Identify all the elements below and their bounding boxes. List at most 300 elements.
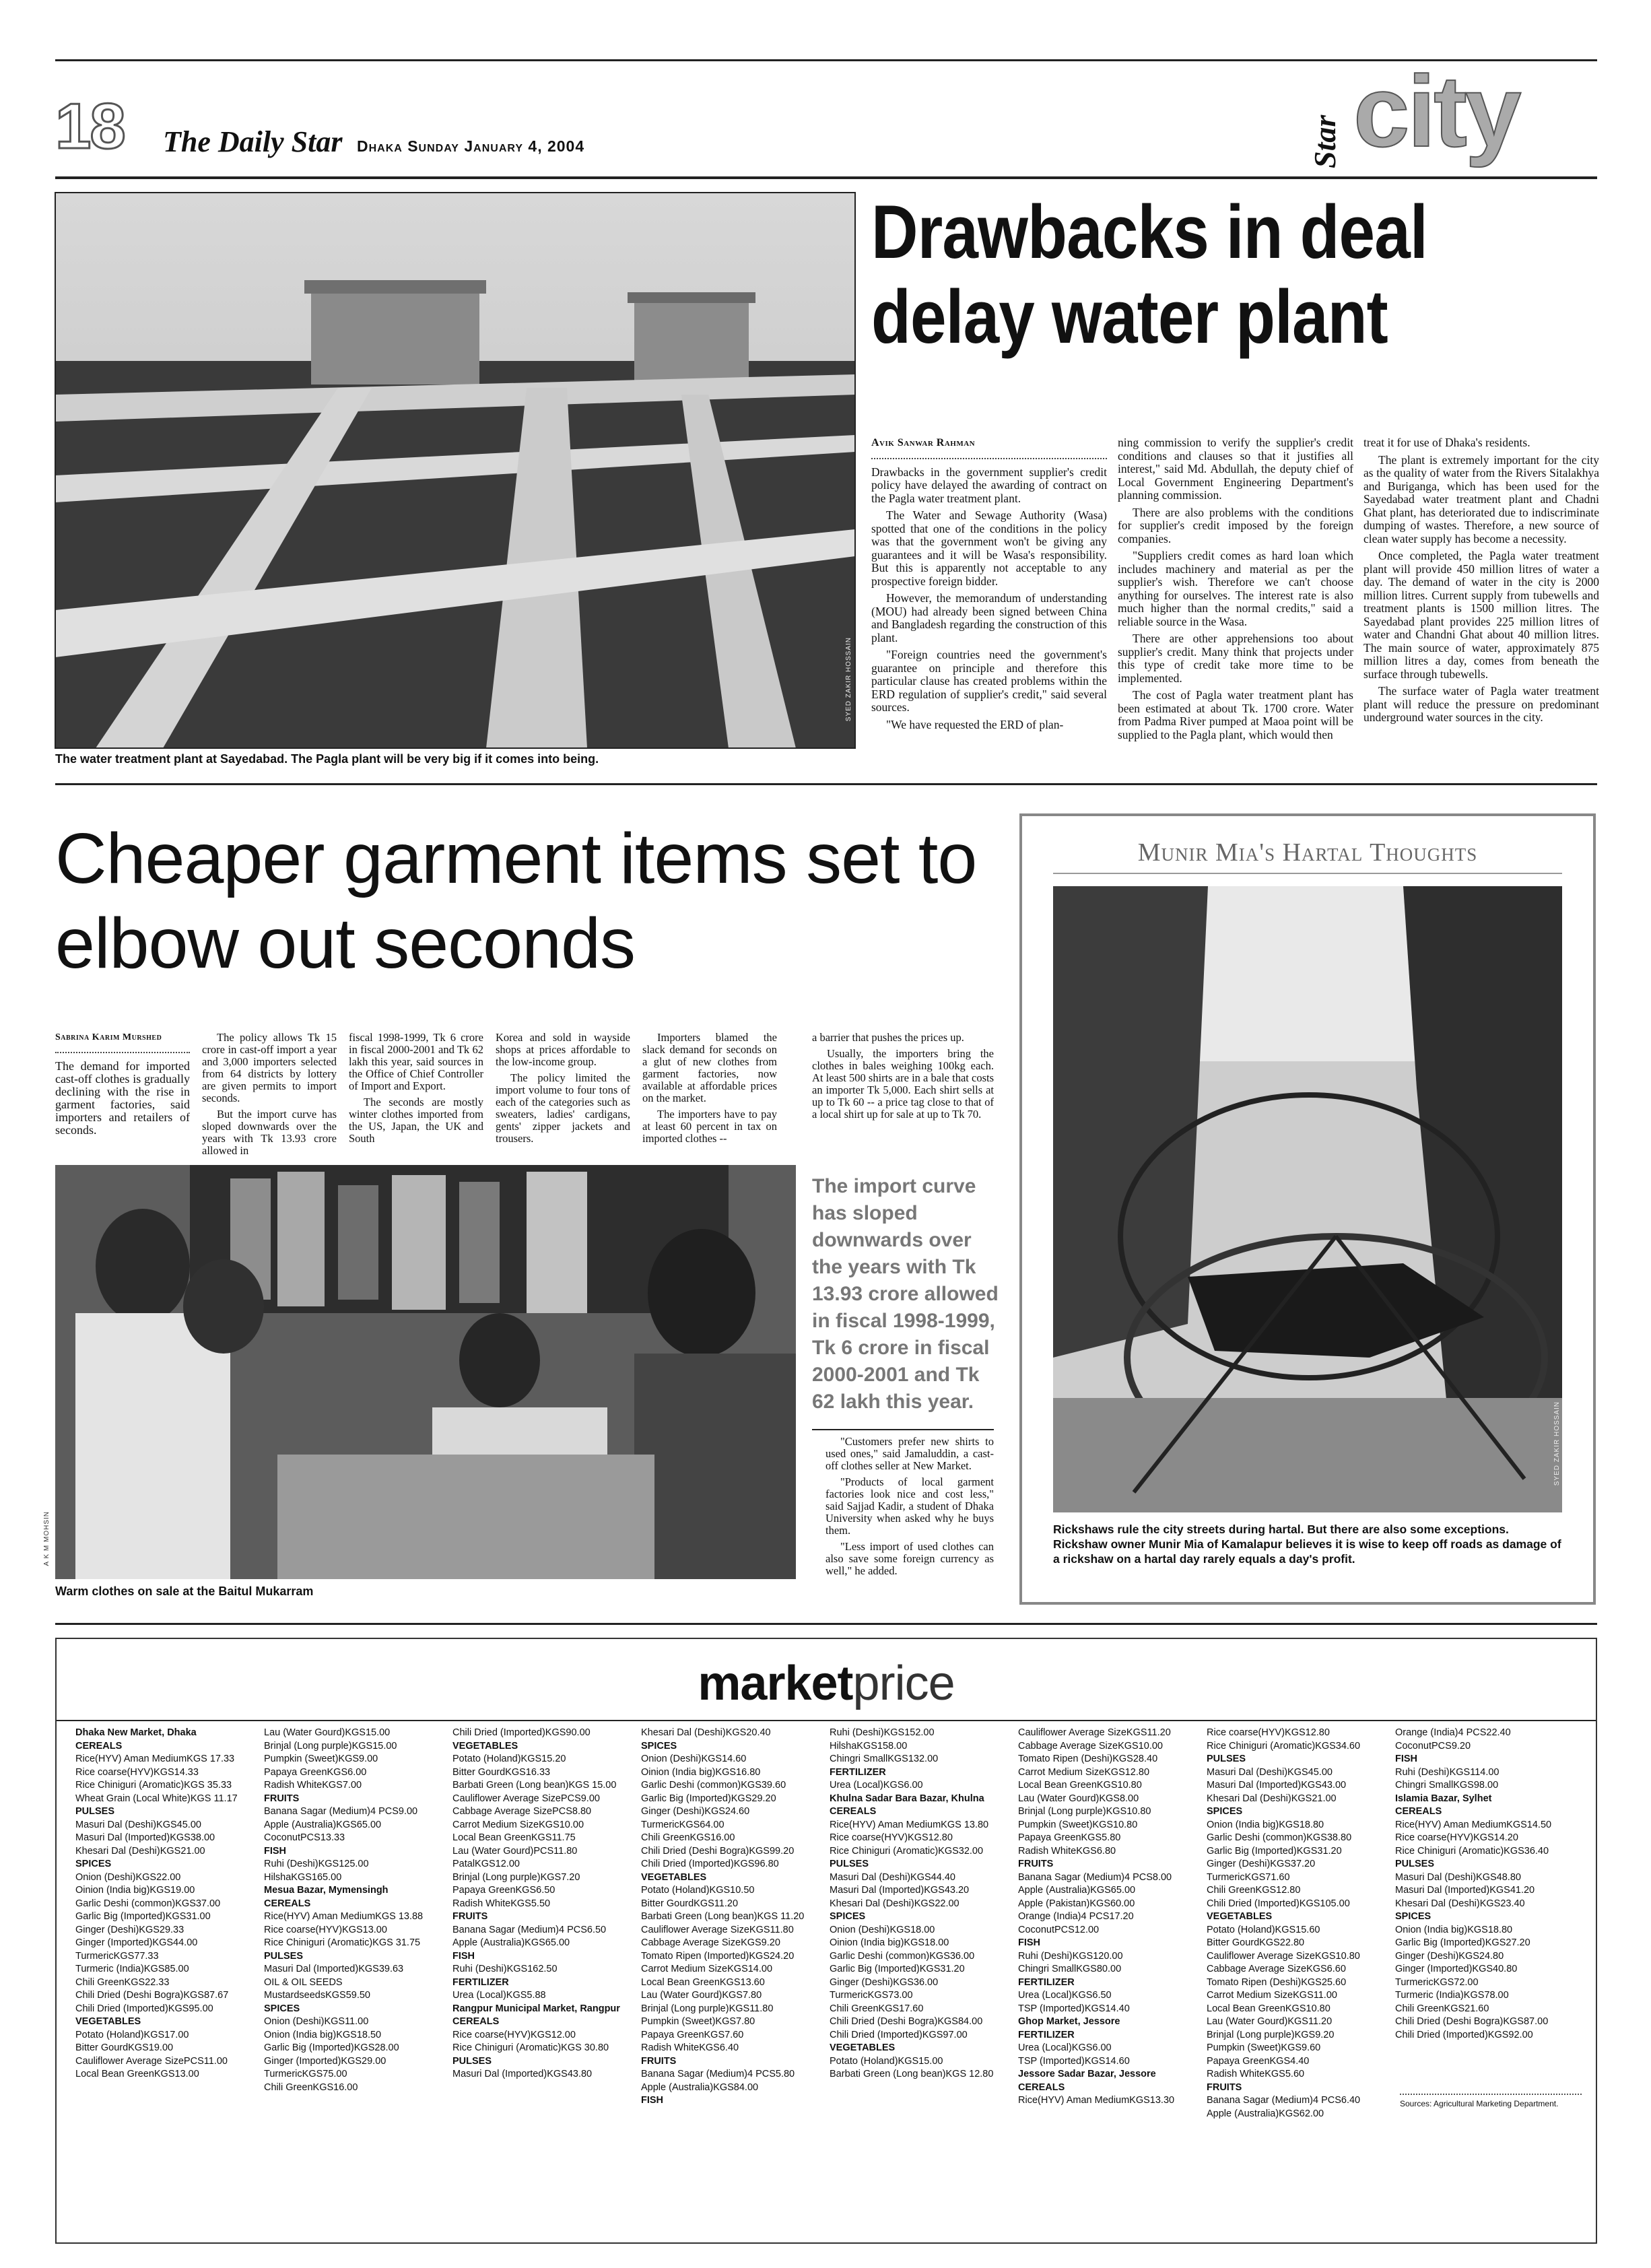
star-logo: Star: [1308, 114, 1342, 168]
market-heading: PULSES: [1207, 1754, 1246, 1764]
market-heading: PULSES: [452, 2055, 492, 2067]
water-plant-image: [55, 193, 855, 748]
paragraph: Korea and sold in wayside shops at prices affordable to the low-income group.: [496, 1031, 630, 1068]
market-price-row: Oinion (India big)KGS16.80: [641, 1766, 761, 1778]
market-price-row: Bitter GourdKGS11.20: [641, 1898, 739, 1909]
story2-col4: [496, 1032, 630, 1149]
market-heading: PULSES: [1395, 1859, 1435, 1869]
market-price-row: Khesari Dal (Deshi)KGS22.00: [830, 1898, 959, 1909]
market-price-row: TSP (Imported)KGS14.40: [1018, 2003, 1130, 2014]
market-price-row: Apple (Australia)KGS65.00: [1018, 1885, 1136, 1896]
market-heading: Dhaka New Market, Dhaka: [75, 1727, 197, 1738]
market-price-row: Carrot Medium SizeKGS12.80: [1018, 1766, 1150, 1778]
market-price-row: Apple (Australia)KGS84.00: [641, 2081, 759, 2093]
market-price-row: Cauliflower Average SizePCS11.00: [75, 2055, 228, 2067]
market-price-row: Onion (Deshi)KGS11.00: [264, 2016, 369, 2027]
market-price-row: Masuri Dal (Deshi)KGS45.00: [1207, 1766, 1333, 1778]
market-price-row: Oinion (India big)KGS18.00: [830, 1937, 949, 1948]
market-heading: SPICES: [830, 1911, 866, 1922]
market-price-row: Lau (Water Gourd)KGS7.80: [641, 1990, 762, 2001]
market-price-row: Garlic Big (Imported)KGS31.20: [1207, 1845, 1342, 1857]
section-title: city: [1353, 55, 1520, 168]
intro-paragraph: The demand for imported cast-off clothes is gradually declining with the rise in garment factories, said importers and retailers of seconds.: [55, 1059, 190, 1137]
market-price-row: Radish WhiteKGS6.40: [641, 2042, 739, 2053]
market-heading: SPICES: [1395, 1911, 1431, 1922]
paragraph: The Water and Sewage Authority (Wasa) spotted that one of the conditions in the policy was that the government won't be giving any guarantees and it will be Wasa's responsibility. But this is apparently not acceptable to any prospective foreign bidder.: [871, 508, 1107, 588]
paragraph: Importers blamed the slack demand for seconds on a glut of new clothes from garment factories, now available at affordable prices on the market.: [642, 1031, 777, 1104]
market-price-row: Cabbage Average SizeKGS10.00: [1018, 1740, 1163, 1752]
market-price-row: Garlic Big (Imported)KGS31.20: [830, 1964, 965, 1974]
market-heading: PULSES: [75, 1806, 115, 1817]
market-column: [641, 1727, 817, 2108]
market-price-row: Chili GreenKGS16.00: [641, 1832, 735, 1843]
market-price-row: CoconutPCS12.00: [1018, 1924, 1100, 1935]
paragraph: The cost of Pagla water treatment plant has been estimated at about Tk. 1700 crore. Water from Padma River pumped at Maoa point will be supplied to the Pagla plant, which would then: [1118, 688, 1353, 741]
market-price-row: Local Bean GreenKGS11.75: [452, 1832, 576, 1843]
market-price-row: Ginger (Imported)KGS44.00: [75, 1937, 198, 1948]
market-title-light: price: [852, 1657, 955, 1710]
market-top-rule: [55, 1623, 1597, 1625]
market-price-row: Apple (Pakistan)KGS60.00: [1018, 1898, 1135, 1909]
market-price-row: Carrot Medium SizeKGS14.00: [641, 1964, 773, 1974]
paragraph: However, the memorandum of understanding (MOU) had already been signed between China and Bangladesh regarding the construction of this plant.: [871, 591, 1107, 644]
market-price-row: Lau (Water Gourd)KGS8.00: [1018, 1793, 1139, 1804]
market-price-row: Cauliflower Average SizeKGS10.80: [1207, 1950, 1360, 1962]
market-price-row: Radish WhiteKGS7.00: [264, 1780, 362, 1791]
market-price-row: Rice Chiniguri (Aromatic)KGS 35.33: [75, 1780, 232, 1791]
market-price-row: Urea (Local)KGS6.00: [830, 1780, 923, 1791]
market-price-row: Onion (India big)KGS18.80: [1207, 1819, 1324, 1830]
paragraph: There are other apprehensions too about supplier's credit. Many think that projects under this type of credit take more time to be implemented.: [1118, 632, 1353, 685]
market-heading: CEREALS: [1395, 1806, 1442, 1817]
market-heading: Khulna Sadar Bara Bazar, Khulna: [830, 1793, 984, 1804]
market-price-row: Chili GreenKGS17.60: [830, 2003, 924, 2014]
dateline: Dhaka Sunday January 4, 2004: [357, 137, 585, 155]
market-price-row: Onion (Deshi)KGS14.60: [641, 1754, 747, 1764]
market-price-row: Ginger (Imported)KGS29.00: [264, 2055, 386, 2067]
market-price-row: Masuri Dal (Imported)KGS43.00: [1207, 1780, 1347, 1791]
market-price-row: Chingri SmallKGS98.00: [1395, 1780, 1499, 1791]
paragraph: The seconds are mostly winter clothes imported from the US, Japan, the UK and South: [349, 1096, 483, 1145]
market-price-row: Barbati Green (Long bean)KGS 11.20: [641, 1911, 805, 1922]
market-price-row: Garlic Deshi (common)KGS36.00: [830, 1950, 975, 1962]
story2-col2: [202, 1032, 337, 1161]
market-price-row: Rice Chiniguri (Aromatic)KGS32.00: [830, 1845, 984, 1857]
market-price-row: Pumpkin (Sweet)KGS9.60: [1207, 2042, 1321, 2053]
market-price-row: Turmeric (India)KGS85.00: [75, 1964, 189, 1974]
market-heading: VEGETABLES: [75, 2016, 141, 2027]
market-heading: FISH: [452, 1950, 475, 1962]
market-price-row: Cauliflower Average SizeKGS11.80: [641, 1924, 794, 1935]
story2-col1: [55, 1032, 190, 1141]
market-price-row: TurmericKGS73.00: [830, 1990, 913, 2001]
market-price-row: Chili Dried (Deshi Bogra)KGS87.00: [1395, 2016, 1549, 2027]
story1-col3: [1363, 436, 1599, 729]
garment-photo-credit: A K M MOHSIN: [43, 1510, 50, 1566]
market-price-row: Ruhi (Deshi)KGS125.00: [264, 1859, 369, 1869]
market-heading: FRUITS: [1018, 1859, 1054, 1869]
market-price-row: Pumpkin (Sweet)KGS10.80: [1018, 1819, 1138, 1830]
paper-name: The Daily Star: [163, 125, 343, 158]
market-price-row: Ginger (Deshi)KGS37.20: [1207, 1859, 1316, 1869]
market-price-row: Rice Chiniguri (Aromatic)KGS 31.75: [264, 1937, 421, 1948]
market-price-row: Garlic Big (Imported)KGS29.20: [641, 1793, 776, 1804]
market-price-row: Chili GreenKGS21.60: [1395, 2003, 1489, 2014]
paragraph: "Products of local garment factories look nice and cost less," said Sajjad Kadir, a student of Dhaka University when asked why he buys them.: [826, 1475, 994, 1537]
market-price-row: Barbati Green (Long bean)KGS 15.00: [452, 1780, 617, 1791]
garment-caption: Warm clothes on sale at the Baitul Mukarram: [55, 1585, 314, 1598]
market-column: [1018, 1727, 1194, 2108]
market-price-row: TSP (Imported)KGS14.60: [1018, 2055, 1130, 2067]
story2-headline: Cheaper garment items set to elbow out seconds: [55, 819, 977, 983]
market-heading: CEREALS: [830, 1806, 877, 1817]
market-column: [452, 1727, 629, 2081]
pull-quote-rule: [812, 1429, 994, 1430]
market-price-row: Rice(HYV) Aman MediumKGS 13.88: [264, 1911, 424, 1922]
market-price-row: Tomato Ripen (Imported)KGS24.20: [641, 1950, 795, 1962]
market-heading: FISH: [1018, 1937, 1041, 1948]
market-heading: PULSES: [264, 1950, 304, 1962]
paragraph: The policy limited the import volume to four tons of each of the categories such as sweaters, ladies' cardigans, gents' zipper jackets and trousers.: [496, 1071, 630, 1145]
paragraph: a barrier that pushes the prices up.: [812, 1031, 964, 1044]
market-price-row: Ginger (Deshi)KGS36.00: [830, 1976, 939, 1988]
paragraph: "Less import of used clothes can also save some foreign currency as well," he added.: [826, 1540, 994, 1577]
market-price-row: Lau (Water Gourd)PCS11.80: [452, 1845, 578, 1857]
market-price-row: Apple (Australia)KGS62.00: [1207, 2108, 1324, 2119]
market-price-row: Rice(HYV) Aman MediumKGS 13.80: [830, 1819, 989, 1830]
market-price-row: HilshaKGS158.00: [830, 1740, 908, 1752]
market-heading: PULSES: [830, 1859, 869, 1869]
market-price-row: Masuri Dal (Imported)KGS38.00: [75, 1832, 215, 1843]
market-price-row: Chili Dried (Deshi Bogra)KGS99.20: [641, 1845, 795, 1857]
paragraph: The importers have to pay at least 60 percent in tax on imported clothes --: [642, 1108, 777, 1145]
market-price-row: Garlic Deshi (common)KGS37.00: [75, 1898, 221, 1909]
masthead-rule: [55, 176, 1597, 179]
market-price-row: Onion (Deshi)KGS22.00: [75, 1871, 181, 1883]
market-price-columns: [75, 1727, 1584, 2238]
market-heading: FERTILIZER: [1018, 1976, 1075, 1988]
story1-col2: [1118, 436, 1353, 745]
market-column: [1207, 1727, 1383, 2121]
market-price-row: Brinjal (Long purple)KGS7.20: [452, 1871, 580, 1883]
sidebar-rule: [1053, 873, 1562, 874]
market-price-row: Urea (Local)KGS5.88: [452, 1990, 546, 2001]
market-heading: FERTILIZER: [830, 1766, 886, 1778]
market-price-row: Radish WhiteKGS5.50: [452, 1898, 551, 1909]
market-price-row: Local Bean GreenKGS13.00: [75, 2069, 199, 2079]
market-price-row: Papaya GreenKGS6.50: [452, 1885, 555, 1896]
market-heading: Mesua Bazar, Mymensingh: [264, 1885, 389, 1896]
market-price-row: Papaya GreenKGS5.80: [1018, 1832, 1121, 1843]
market-price-row: Lau (Water Gourd)KGS11.20: [1207, 2016, 1333, 2027]
market-price-row: Ginger (Imported)KGS40.80: [1395, 1964, 1518, 1974]
paragraph: The policy allows Tk 15 crore in cast-off import a year and 3,000 importers selected from 64 districts by lottery are given permits to import seconds.: [202, 1031, 337, 1104]
market-column: [1395, 1727, 1572, 2042]
market-heading: VEGETABLES: [452, 1740, 518, 1752]
market-price-row: Papaya GreenKGS4.40: [1207, 2055, 1310, 2067]
market-price-row: Garlic Deshi (common)KGS39.60: [641, 1780, 786, 1791]
paragraph: ning commission to verify the supplier's credit conditions and clauses so that it justifies all interest," said Md. Abdullah, the deputy chief of Local Government Engineering Department's planning commission.: [1118, 436, 1353, 502]
water-plant-caption: The water treatment plant at Sayedabad. The Pagla plant will be very big if it comes into being.: [55, 752, 599, 766]
market-price-row: Chili Dried (Imported)KGS92.00: [1395, 2029, 1533, 2040]
sidebar-title: Munir Mia's Hartal Thoughts: [1137, 838, 1478, 867]
market-price-row: Khesari Dal (Deshi)KGS20.40: [641, 1727, 771, 1738]
market-price-row: Rice coarse(HYV)KGS13.00: [264, 1924, 387, 1935]
market-price-row: Ruhi (Deshi)KGS114.00: [1395, 1766, 1500, 1778]
market-price-row: Apple (Australia)KGS65.00: [264, 1819, 382, 1830]
market-price-row: Banana Sagar (Medium)4 PCS8.00: [1018, 1871, 1172, 1883]
market-source: Sources: Agricultural Marketing Department.: [1400, 2094, 1582, 2108]
market-price-row: Rice Chiniguri (Aromatic)KGS36.40: [1395, 1845, 1549, 1857]
market-price-row: Rice(HYV) Aman MediumKGS14.50: [1395, 1819, 1552, 1830]
market-price-row: TurmericKGS64.00: [641, 1819, 725, 1830]
market-price-row: CoconutPCS9.20: [1395, 1740, 1471, 1752]
story1-byline: Avik Sanwar Rahman: [871, 437, 976, 448]
market-price-row: Garlic Big (Imported)KGS31.00: [75, 1911, 211, 1922]
market-price-row: Rice coarse(HYV)KGS12.80: [830, 1832, 953, 1843]
market-heading: SPICES: [264, 2003, 300, 2014]
market-column: [830, 1727, 1006, 2081]
market-price-row: Radish WhiteKGS6.80: [1018, 1845, 1116, 1857]
market-heading: FERTILIZER: [452, 1976, 509, 1988]
water-plant-photo: [55, 193, 855, 748]
rickshaw-image: [1053, 886, 1562, 1512]
market-price-row: Onion (India big)KGS18.80: [1395, 1924, 1513, 1935]
market-price-row: Rice coarse(HYV)KGS12.80: [1207, 1727, 1330, 1738]
market-heading: FRUITS: [1207, 2081, 1242, 2093]
paragraph: But the import curve has sloped downwards over the years with Tk 13.93 crore allowed in: [202, 1108, 337, 1157]
market-price-row: Rice coarse(HYV)KGS14.20: [1395, 1832, 1518, 1843]
market-price-row: Ruhi (Deshi)KGS162.50: [452, 1964, 558, 1974]
market-price-row: Onion (India big)KGS18.50: [264, 2029, 382, 2040]
market-price-row: Orange (India)4 PCS22.40: [1395, 1727, 1511, 1738]
market-heading: VEGETABLES: [1207, 1911, 1273, 1922]
page-number: 18: [55, 90, 125, 162]
market-price-row: Brinjal (Long purple)KGS11.80: [641, 2003, 774, 2014]
market-heading: FRUITS: [641, 2055, 677, 2067]
paragraph: Drawbacks in the government supplier's credit policy have delayed the awarding of contract on the Pagla water treatment plant.: [871, 465, 1107, 505]
market-price-row: Potato (Holand)KGS15.00: [830, 2055, 943, 2067]
market-price-row: Local Bean GreenKGS10.80: [1018, 1780, 1142, 1791]
market-price-row: Cabbage Average SizeKGS9.20: [641, 1937, 780, 1948]
market-price-row: Papaya GreenKGS6.00: [264, 1766, 367, 1778]
market-price-row: Apple (Australia)KGS65.00: [452, 1937, 570, 1948]
market-price-row: Chili Dried (Imported)KGS105.00: [1207, 1898, 1350, 1909]
market-price-row: Rice coarse(HYV)KGS12.00: [452, 2029, 576, 2040]
market-price-row: Papaya GreenKGS7.60: [641, 2029, 744, 2040]
market-price-row: CoconutPCS13.33: [264, 1832, 345, 1843]
market-price-row: Barbati Green (Long bean)KGS 12.80: [830, 2069, 994, 2079]
market-price-row: Pumpkin (Sweet)KGS7.80: [641, 2016, 755, 2027]
paragraph: The surface water of Pagla water treatment plant will reduce the pressure on predominant underground water sources in the city.: [1363, 684, 1599, 724]
market-price-row: Lau (Water Gourd)KGS15.00: [264, 1727, 391, 1738]
market-price-row: Wheat Grain (Local White)KGS 11.17: [75, 1793, 238, 1804]
market-heading: CEREALS: [1018, 2081, 1065, 2093]
market-price-row: Chili Dried (Deshi Bogra)KGS87.67: [75, 1990, 229, 2001]
market-price-row: Chili GreenKGS22.33: [75, 1976, 170, 1988]
market-price-row: MustardseedsKGS59.50: [264, 1990, 370, 2001]
market-price-row: Radish WhiteKGS5.60: [1207, 2069, 1305, 2079]
market-price-row: Chili Dried (Deshi Bogra)KGS84.00: [830, 2016, 983, 2027]
market-price-row: Chili GreenKGS12.80: [1207, 1885, 1301, 1896]
market-price-row: Local Bean GreenKGS10.80: [1207, 2003, 1330, 2014]
market-price-row: Cauliflower Average SizePCS9.00: [452, 1793, 600, 1804]
market-title-rule: [57, 1720, 1596, 1721]
market-price-row: Turmeric (India)KGS78.00: [1395, 1990, 1509, 2001]
market-heading: Islamia Bazar, Sylhet: [1395, 1793, 1492, 1804]
story2-col6b: [826, 1436, 994, 1581]
market-price-row: Banana Sagar (Medium)4 PCS6.40: [1207, 2095, 1361, 2106]
market-price-row: Oinion (India big)KGS19.00: [75, 1885, 195, 1896]
market-heading: FISH: [264, 1845, 287, 1857]
market-price-row: Khesari Dal (Deshi)KGS21.00: [1207, 1793, 1337, 1804]
story2-col5: [642, 1032, 777, 1149]
market-title-bold: market: [698, 1657, 853, 1710]
rickshaw-photo-credit: SYED ZAKIR HOSSAIN: [1553, 1401, 1561, 1486]
paragraph: There are also problems with the conditions for supplier's credit imposed by the foreign companies.: [1118, 505, 1353, 545]
market-price-row: HilshaKGS165.00: [264, 1871, 342, 1883]
market-price-row: Garlic Big (Imported)KGS27.20: [1395, 1937, 1530, 1948]
market-price-row: Brinjal (Long purple)KGS10.80: [1018, 1806, 1151, 1817]
market-heading: FISH: [641, 2095, 664, 2106]
paragraph: treat it for use of Dhaka's residents.: [1363, 436, 1530, 449]
paragraph: "Suppliers credit comes as hard loan which includes machinery and material as per the supplier's wish. Therefore we can't choose anything for ourselves. The interest rate is also much higher than the normal credits," said a reliable source in the Wasa.: [1118, 549, 1353, 628]
market-price-row: TurmericKGS71.60: [1207, 1871, 1290, 1883]
market-price-row: Masuri Dal (Imported)KGS41.20: [1395, 1885, 1535, 1896]
market-heading: CEREALS: [264, 1898, 311, 1909]
market-price-row: Orange (India)4 PCS17.20: [1018, 1911, 1134, 1922]
paragraph: "Customers prefer new shirts to used ones," said Jamaluddin, a cast-off clothes seller at New Market.: [826, 1435, 994, 1472]
market-price-row: TurmericKGS75.00: [264, 2069, 347, 2079]
market-heading: SPICES: [641, 1740, 677, 1752]
rickshaw-photo: [1053, 886, 1562, 1512]
market-price-row: Brinjal (Long purple)KGS9.20: [1207, 2029, 1335, 2040]
paragraph: Once completed, the Pagla water treatment plant will provide 450 million litres of water a day. The demand of water in the city is 2000 million litres. Current supply from tubewells and treatment plants is 1500 million litres. The Sayedabad plant provides 225 million litres of water and Chandni Ghat about 40 million litres. The main source of water, approximately 875 million litres a day, comes from beneath the surface through tubewells.: [1363, 549, 1599, 681]
market-price-row: Carrot Medium SizeKGS11.00: [1207, 1990, 1337, 2001]
market-price-box: [55, 1638, 1597, 2244]
market-price-row: Masuri Dal (Imported)KGS43.20: [830, 1885, 970, 1896]
byline-dots: [871, 454, 1107, 459]
market-price-row: Urea (Local)KGS6.50: [1018, 1990, 1112, 2001]
garment-image: [55, 1165, 796, 1579]
market-heading: Jessore Sadar Bazar, Jessore: [1018, 2069, 1156, 2079]
market-price-row: Rice(HYV) Aman MediumKGS13.30: [1018, 2095, 1175, 2106]
market-price-row: PatalKGS12.00: [452, 1859, 520, 1869]
paragraph: Usually, the importers bring the clothes in bales weighing 100kg each. At least 500 shirts are in a bale that costs an importer Tk 5,000. Each shirt sells at up to Tk 60 -- a price tag close to that of a local shirt up for sale at up to Tk 70.: [812, 1047, 994, 1121]
market-price-row: Bitter GourdKGS22.80: [1207, 1937, 1305, 1948]
market-heading: FRUITS: [452, 1911, 488, 1922]
paragraph: fiscal 1998-1999, Tk 6 crore in fiscal 2000-2001 and Tk 62 lakh this year, said sources in the Office of Chief Controller of Import and Export.: [349, 1031, 483, 1092]
market-price-row: OIL & OIL SEEDS: [264, 1976, 343, 1988]
market-price-row: Tomato Ripen (Deshi)KGS25.60: [1207, 1976, 1347, 1988]
story2-byline: Sabrina Karim Murshed: [55, 1032, 162, 1042]
market-price-row: Cabbage Average SizeKGS6.60: [1207, 1964, 1346, 1974]
market-price-row: Rice Chiniguri (Aromatic)KGS34.60: [1207, 1740, 1361, 1752]
market-price-row: Bitter GourdKGS16.33: [452, 1766, 551, 1778]
market-price-row: Garlic Deshi (common)KGS38.80: [1207, 1832, 1352, 1843]
market-heading: FISH: [1395, 1754, 1418, 1764]
market-price-row: Urea (Local)KGS6.00: [1018, 2042, 1112, 2053]
market-price-row: Cauliflower Average SizeKGS11.20: [1018, 1727, 1171, 1738]
market-heading: VEGETABLES: [641, 1871, 707, 1883]
market-price-row: Chingri SmallKGS132.00: [830, 1754, 939, 1764]
story1-headline: Drawbacks in deal delay water plant: [871, 190, 1427, 359]
market-price-row: Masuri Dal (Deshi)KGS45.00: [75, 1819, 201, 1830]
market-price-row: Cabbage Average SizePCS8.80: [452, 1806, 592, 1817]
market-price-row: Masuri Dal (Imported)KGS43.80: [452, 2069, 593, 2079]
market-price-row: Potato (Holand)KGS15.20: [452, 1754, 566, 1764]
market-price-row: Potato (Holand)KGS17.00: [75, 2029, 189, 2040]
market-price-row: Banana Sagar (Medium)4 PCS9.00: [264, 1806, 418, 1817]
story2-col6: [812, 1032, 994, 1125]
market-heading: FERTILIZER: [1018, 2029, 1075, 2040]
section-rule: [55, 783, 1597, 785]
market-price-row: Rice(HYV) Aman MediumKGS 17.33: [75, 1754, 235, 1764]
market-price-row: Masuri Dal (Imported)KGS39.63: [264, 1964, 404, 1974]
market-column: [264, 1727, 440, 2094]
market-heading: Rangpur Municipal Market, Rangpur: [452, 2003, 620, 2014]
market-price-row: Masuri Dal (Deshi)KGS48.80: [1395, 1871, 1521, 1883]
market-price-row: Chili Dried (Imported)KGS95.00: [75, 2003, 213, 2014]
market-price-row: Khesari Dal (Deshi)KGS23.40: [1395, 1898, 1525, 1909]
market-price-row: Onion (Deshi)KGS18.00: [830, 1924, 935, 1935]
market-price-row: Masuri Dal (Deshi)KGS44.40: [830, 1871, 955, 1883]
market-price-row: Rice coarse(HYV)KGS14.33: [75, 1766, 199, 1778]
market-price-row: Tomato Ripen (Deshi)KGS28.40: [1018, 1754, 1158, 1764]
market-price-row: Ginger (Deshi)KGS29.33: [75, 1924, 184, 1935]
market-price-row: TurmericKGS77.33: [75, 1950, 159, 1962]
market-price-row: Pumpkin (Sweet)KGS9.00: [264, 1754, 378, 1764]
market-price-row: Rice Chiniguri (Aromatic)KGS 30.80: [452, 2042, 609, 2053]
market-price-title: [57, 1657, 1596, 1710]
market-price-row: Chili Dried (Imported)KGS96.80: [641, 1859, 779, 1869]
hartal-sidebar: [1019, 813, 1596, 1605]
market-price-row: Potato (Holand)KGS15.60: [1207, 1924, 1320, 1935]
market-column: [75, 1727, 252, 2081]
garment-photo: [43, 1165, 796, 1579]
market-price-row: Khesari Dal (Deshi)KGS21.00: [75, 1845, 205, 1857]
market-heading: CEREALS: [75, 1740, 123, 1752]
market-heading: SPICES: [1207, 1806, 1243, 1817]
market-price-row: Local Bean GreenKGS13.60: [641, 1976, 765, 1988]
market-heading: Ghop Market, Jessore: [1018, 2016, 1120, 2027]
paragraph: "We have requested the ERD of plan-: [886, 717, 1064, 731]
market-price-row: Ginger (Deshi)KGS24.60: [641, 1806, 750, 1817]
market-price-row: Ruhi (Deshi)KGS120.00: [1018, 1950, 1123, 1962]
market-price-row: Banana Sagar (Medium)4 PCS6.50: [452, 1924, 607, 1935]
pull-quote: The import curve has sloped downwards over the years with Tk 13.93 crore allowed in fiscal 1998-1999, Tk 6 crore in fiscal 2000-2001 and Tk 62 lakh this year.: [812, 1175, 999, 1413]
market-price-row: Bitter GourdKGS19.00: [75, 2042, 174, 2053]
story1-col1: [871, 436, 1107, 735]
rickshaw-caption: Rickshaws rule the city streets during hartal. But there are also some exceptions. Rickshaw owner Munir Mia of Kamalapur believes it is wise to keep off roads as damage of a rickshaw on a hartal day rarely equals a day's profit.: [1053, 1523, 1561, 1566]
market-heading: VEGETABLES: [830, 2042, 896, 2053]
market-heading: SPICES: [75, 1859, 112, 1869]
market-price-row: TurmericKGS72.00: [1395, 1976, 1479, 1988]
market-price-row: Garlic Big (Imported)KGS28.00: [264, 2042, 399, 2053]
byline-dots: [55, 1048, 190, 1053]
market-price-row: Brinjal (Long purple)KGS15.00: [264, 1740, 397, 1752]
market-price-row: Chili Dried (Imported)KGS97.00: [830, 2029, 968, 2040]
paragraph: The plant is extremely important for the city as the quality of water from the Rivers Sitalakhya and Buriganga, which has been used for the Sayedabad water treatment plant and Chadni Ghat plant, has deteriorated due to indiscriminate dumping of wastes. Therefore, a new source of clean water supply has become a necessity.: [1363, 453, 1599, 545]
market-price-row: Potato (Holand)KGS10.50: [641, 1885, 755, 1896]
water-plant-photo-credit: SYED ZAKIR HOSSAIN: [845, 636, 852, 721]
market-price-row: Chili GreenKGS16.00: [264, 2081, 358, 2093]
market-heading: CEREALS: [452, 2016, 500, 2027]
market-price-row: Banana Sagar (Medium)4 PCS5.80: [641, 2069, 795, 2079]
market-price-row: Ginger (Deshi)KGS24.80: [1395, 1950, 1504, 1962]
paragraph: "Foreign countries need the government's guarantee on principle and therefore this particular clause has created problems within the ERD regulation of supplier's credit," said several sources.: [871, 648, 1107, 714]
market-heading: FRUITS: [264, 1793, 300, 1804]
